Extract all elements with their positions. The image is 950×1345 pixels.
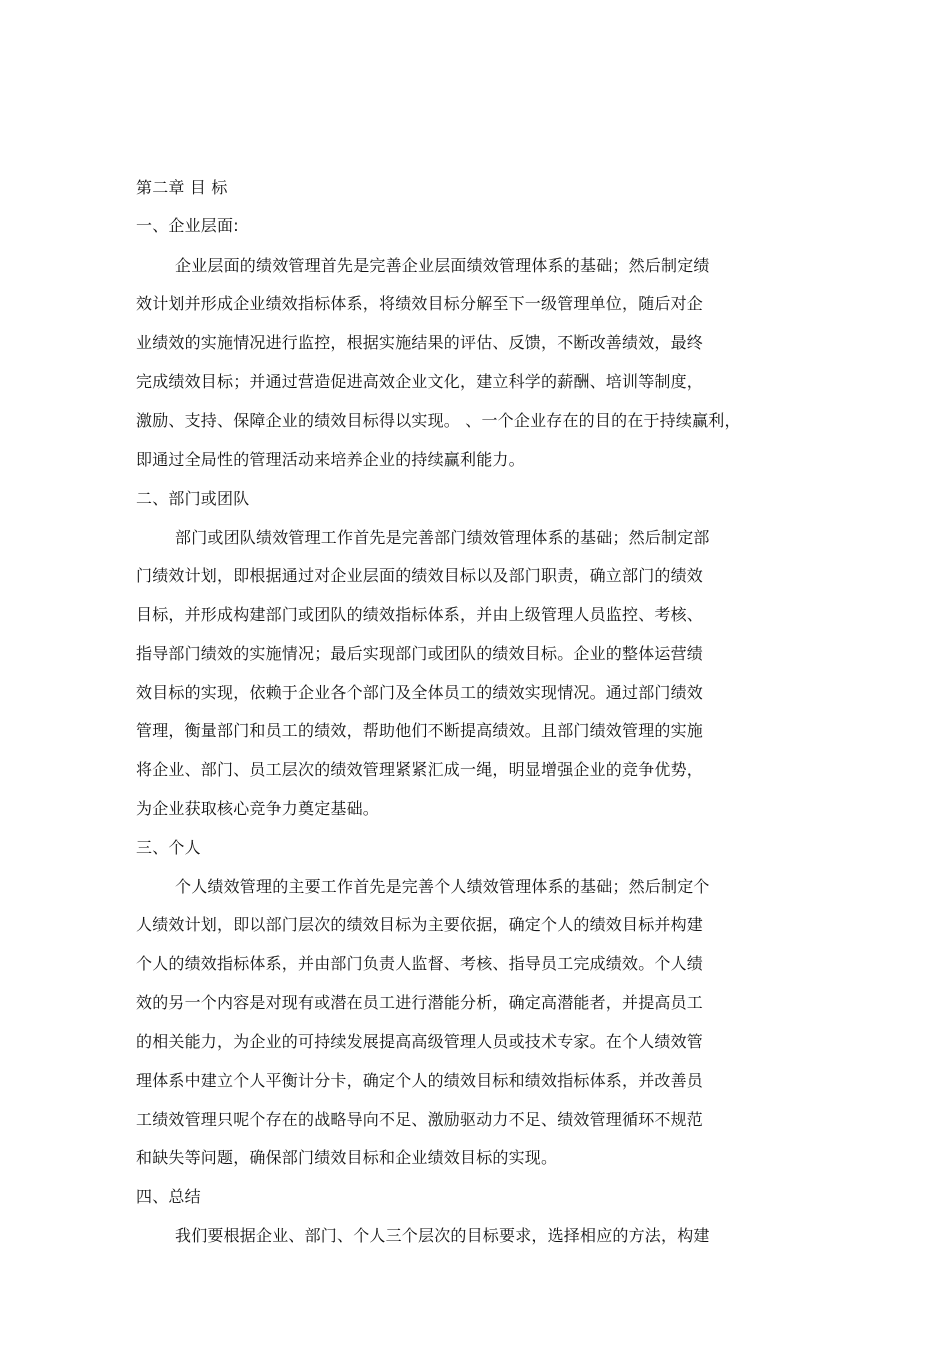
section-heading: 一、企业层面: [136, 216, 239, 235]
paragraph-line: 激励、支持、保障企业的绩效目标得以实现。 、一个企业存在的目的在于持续赢利， [136, 411, 741, 430]
paragraph-line: 将企业、部门、员工层次的绩效管理紧紧汇成一绳，明显增强企业的竞争优势， [136, 760, 704, 779]
paragraph-line: 管理，衡量部门和员工的绩效，帮助他们不断提高绩效。且部门绩效管理的实施 [136, 721, 704, 740]
paragraph-line: 我们要根据企业、部门、个人三个层次的目标要求，选择相应的方法，构建 [175, 1226, 710, 1245]
section-heading: 二、部门或团队 [136, 489, 250, 508]
paragraph-line: 效目标的实现，依赖于企业各个部门及全体员工的绩效实现情况。通过部门绩效 [136, 683, 704, 702]
paragraph-line: 工绩效管理只呢个存在的战略导向不足、激励驱动力不足、绩效管理循环不规范 [136, 1110, 704, 1129]
paragraph-line: 指导部门绩效的实施情况；最后实现部门或团队的绩效目标。企业的整体运营绩 [136, 644, 704, 663]
section-heading: 四、总结 [136, 1187, 201, 1206]
paragraph-line: 和缺失等问题，确保部门绩效目标和企业绩效目标的实现。 [136, 1148, 558, 1167]
paragraph-line: 个人绩效管理的主要工作首先是完善个人绩效管理体系的基础；然后制定个 [175, 877, 710, 896]
paragraph-line: 目标，并形成构建部门或团队的绩效指标体系，并由上级管理人员监控、考核、 [136, 605, 704, 624]
paragraph-line: 人绩效计划，即以部门层次的绩效目标为主要依据，确定个人的绩效目标并构建 [136, 915, 704, 934]
paragraph-line: 个人的绩效指标体系，并由部门负责人监督、考核、指导员工完成绩效。个人绩 [136, 954, 704, 973]
paragraph-line: 为企业获取核心竞争力奠定基础。 [136, 799, 380, 818]
paragraph-line: 企业层面的绩效管理首先是完善企业层面绩效管理体系的基础；然后制定绩 [175, 256, 710, 275]
chapter-title: 第二章 目 标 [136, 178, 228, 197]
paragraph-line: 部门或团队绩效管理工作首先是完善部门绩效管理体系的基础；然后制定部 [175, 528, 710, 547]
paragraph-line: 完成绩效目标；并通过营造促进高效企业文化，建立科学的薪酬、培训等制度， [136, 372, 704, 391]
paragraph-line: 即通过全局性的管理活动来培养企业的持续赢利能力。 [136, 450, 525, 469]
paragraph-line: 业绩效的实施情况进行监控，根据实施结果的评估、反馈，不断改善绩效，最终 [136, 333, 704, 352]
paragraph-line: 理体系中建立个人平衡计分卡，确定个人的绩效目标和绩效指标体系，并改善员 [136, 1071, 704, 1090]
paragraph-line: 门绩效计划，即根据通过对企业层面的绩效目标以及部门职责，确立部门的绩效 [136, 566, 704, 585]
paragraph-line: 效的另一个内容是对现有或潜在员工进行潜能分析，确定高潜能者，并提高员工 [136, 993, 704, 1012]
section-heading: 三、个人 [136, 838, 201, 857]
paragraph-line: 效计划并形成企业绩效指标体系，将绩效目标分解至下一级管理单位，随后对企 [136, 294, 704, 313]
paragraph-line: 的相关能力，为企业的可持续发展提高高级管理人员或技术专家。在个人绩效管 [136, 1032, 704, 1051]
